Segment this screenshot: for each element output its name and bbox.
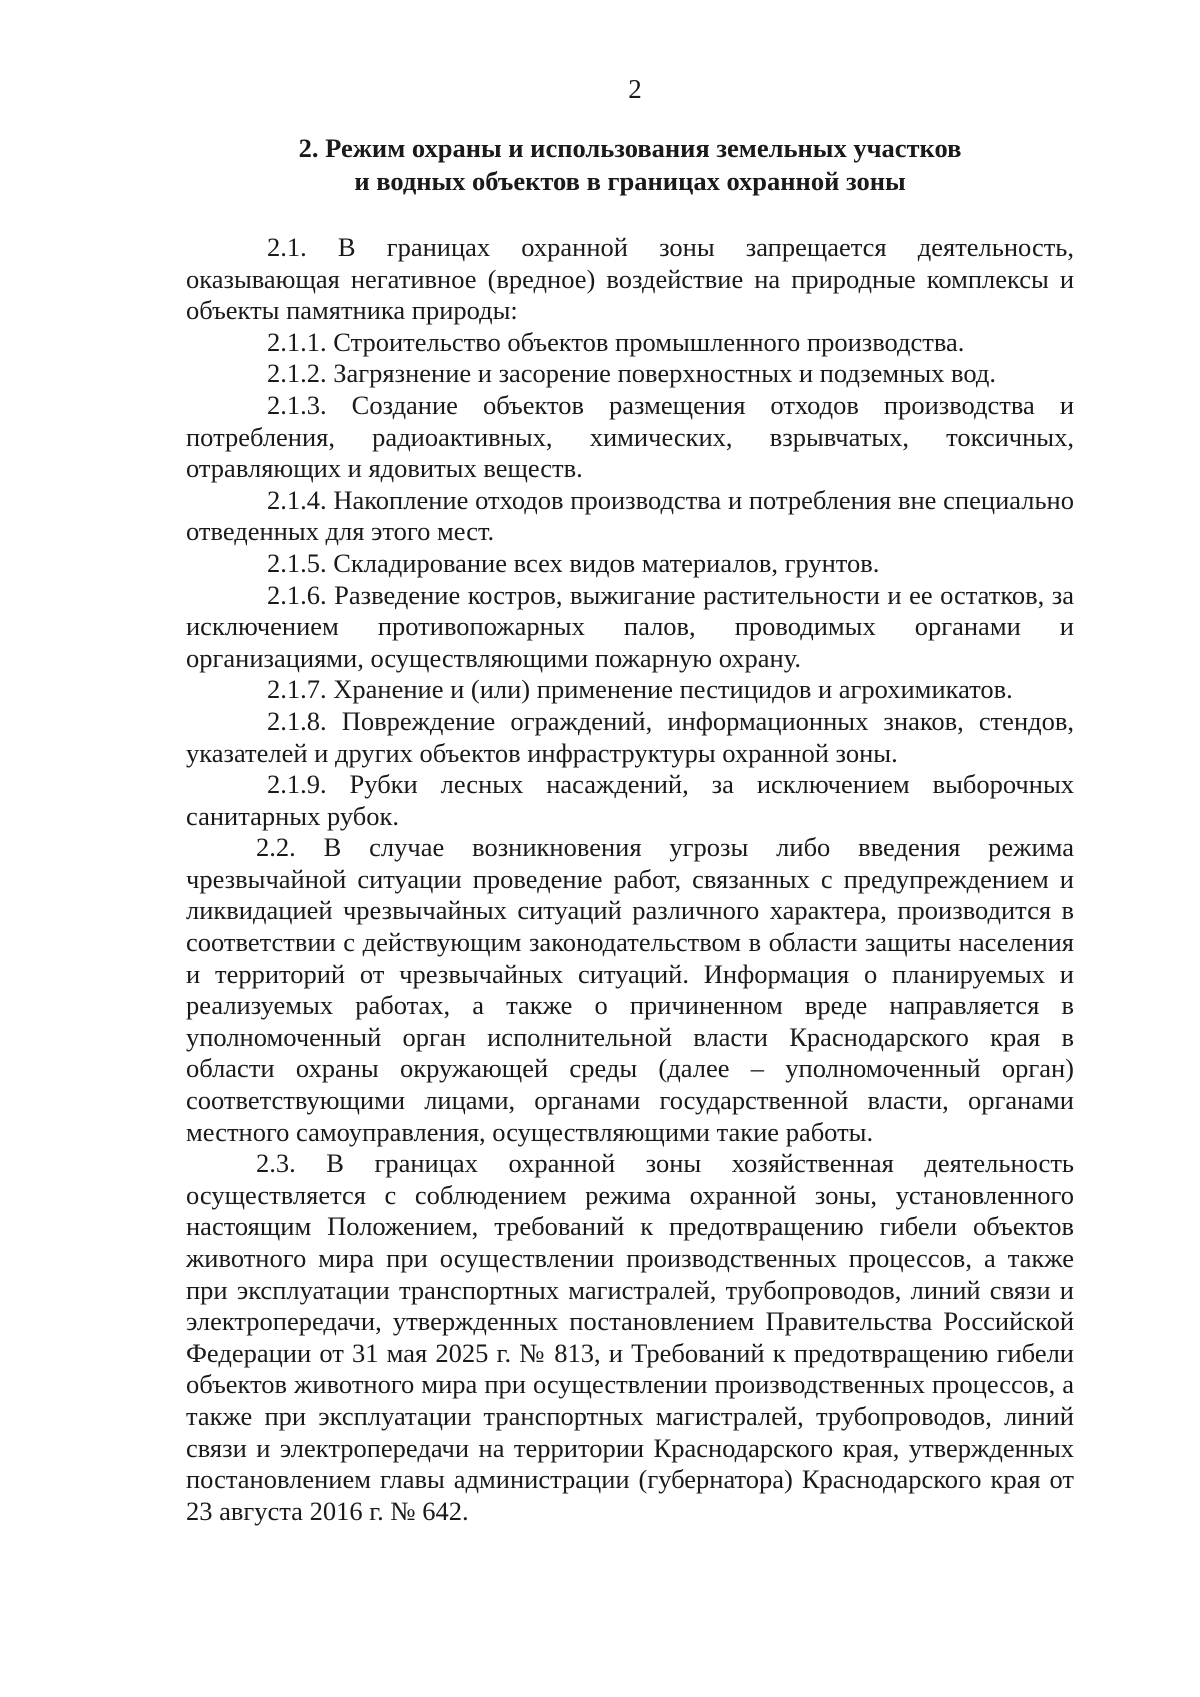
section-heading-line-2: и водных объектов в границах охранной зоны (354, 166, 906, 196)
paragraph-2-1-7: 2.1.7. Хранение и (или) применение пестицидов и агрохимикатов. (267, 674, 1013, 705)
section-heading (186, 132, 1074, 198)
paragraph-2-1-1: 2.1.1. Строительство объектов промышленного производства. (267, 326, 965, 357)
paragraph-2-2: 2.2. В случае возникновения угрозы либо введения режима чрезвычайной ситуации проведение работ, связанных с предупреждением и ликвидацией чрезвычайных ситуаций различного характера, производится в соответствии с действующим законодательством в области защиты населения и территорий от чрезвычайных ситуаций. Информация о планируемых и реализуемых работах, а также о причиненном вреде направляется в уполномоченный орган исполнительной власти Краснодарского края в области охраны окружающей среды (далее – уполномоченный орган) соответствующими лицами, органами государственной власти, органами местного самоуправления, осуществляющими такие работы. (186, 832, 1074, 1147)
paragraph-2-1-3: 2.1.3. Создание объектов размещения отходов производства и потребления, радиоактивных, химических, взрывчатых, токсичных, отравляющих и ядовитых веществ. (186, 389, 1074, 484)
paragraph-2-3: 2.3. В границах охранной зоны хозяйственная деятельность осуществляется с соблюдением режима охранной зоны, установленного настоящим Положением, требований к предотвращению гибели объектов животного мира при осуществлении производственных процессов, а также при эксплуатации транспортных магистралей, трубопроводов, линий связи и электропередачи, утвержденных постановлением Правительства Российской Федерации от 31 мая 2025 г. № 813, и Требований к предотвращению гибели объектов животного мира при осуществлении производственных процессов, а также при эксплуатации транспортных магистралей, трубопроводов, линий связи и электропередачи на территории Краснодарского края, утвержденных постановлением главы администрации (губернатора) Краснодарского края от 23 августа 2016 г. № 642. (186, 1148, 1074, 1526)
paragraph-2-1-5: 2.1.5. Складирование всех видов материалов, грунтов. (267, 547, 880, 578)
paragraph-2-1-6: 2.1.6. Разведение костров, выжигание растительности и ее остатков, за исключением противопожарных палов, проводимых органами и организациями, осуществляющими пожарную охрану. (186, 579, 1074, 673)
paragraph-2-1-4: 2.1.4. Накопление отходов производства и потребления вне специально отведенных для этого мест. (186, 484, 1074, 547)
paragraph-2-1-2: 2.1.2. Загрязнение и засорение поверхностных и подземных вод. (267, 358, 996, 389)
paragraph-2-1-9: 2.1.9. Рубки лесных насаждений, за исключением выборочных санитарных рубок. (186, 769, 1074, 831)
document-body (186, 232, 1074, 1527)
paragraph-2-1: 2.1. В границах охранной зоны запрещается деятельность, оказывающая негативное (вредное) воздействие на природные комплексы и объекты памятника природы: (186, 232, 1074, 326)
paragraph-2-1-8: 2.1.8. Повреждение ограждений, информационных знаков, стендов, указателей и других объектов инфраструктуры охранной зоны. (186, 705, 1074, 768)
section-heading-line-1: 2. Режим охраны и использования земельных участков (298, 133, 962, 163)
page-number: 2 (628, 74, 642, 104)
